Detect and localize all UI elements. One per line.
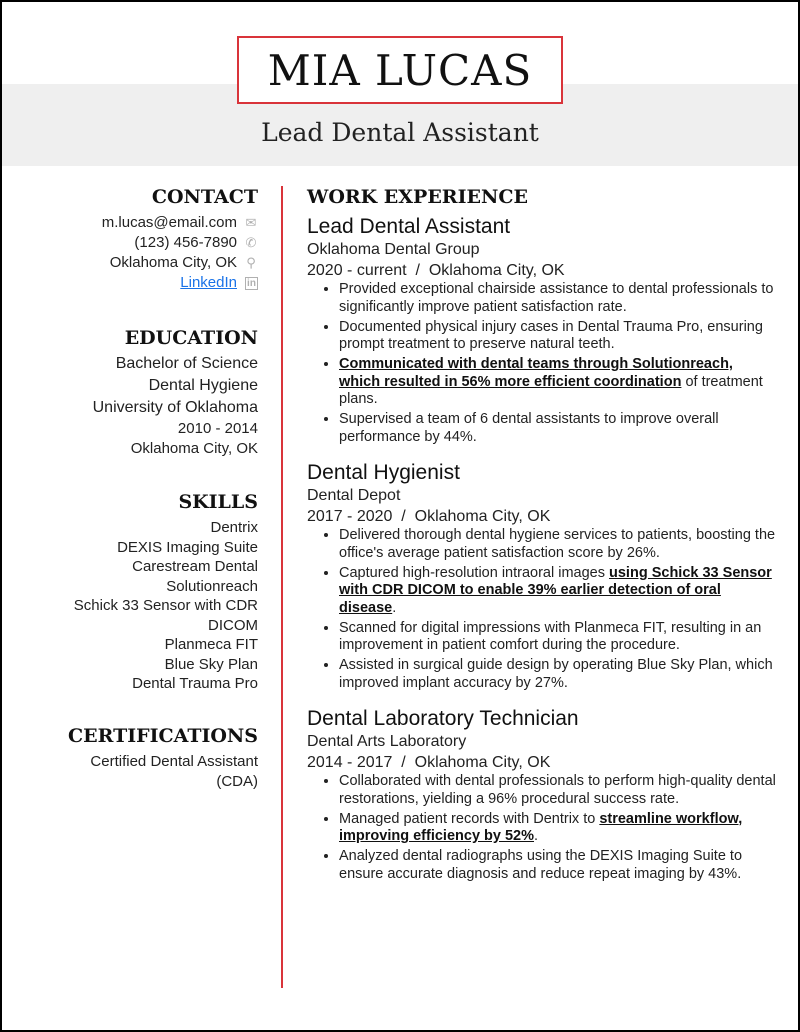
job-bullet: • Assisted in surgical guide design by operating Blue Sky Plan, which improved implant accuracy by 27%.: [339, 657, 777, 692]
job-bullet: [339, 356, 777, 409]
job-dates: 2017 - 2020 / Oklahoma City, OK: [307, 508, 551, 525]
column-divider: [281, 186, 283, 988]
job-title: Lead Dental Assistant: [307, 215, 511, 238]
skills-heading: SKILLS: [178, 491, 258, 513]
job-bullets: [307, 281, 777, 446]
education-heading: EDUCATION: [124, 327, 258, 349]
job-bullets: [307, 527, 777, 692]
job-entry: [307, 706, 777, 883]
certification-line: Certified Dental Assistant: [90, 753, 258, 770]
skill-item: Planmeca FIT: [164, 636, 258, 653]
job-company: Dental Depot: [307, 487, 401, 504]
job-company: Oklahoma Dental Group: [307, 241, 480, 258]
work-experience-section: [307, 185, 777, 886]
envelope-icon: ✉: [245, 215, 257, 230]
job-bullet: • Collaborated with dental professionals to perform high-quality dental restorations, yielding a 96% procedural success rate.: [339, 773, 777, 808]
job-bullet: • Documented physical injury cases in Dental Trauma Pro, ensuring prompt treatment to preserve natural teeth.: [339, 319, 777, 354]
bullet-highlight: using Schick 33 Sensor with CDR DICOM to enable 39% earlier detection of oral disease: [339, 564, 772, 616]
job-bullet: [339, 811, 777, 846]
candidate-name: MIA LUCAS: [267, 45, 533, 95]
job-bullet: [339, 565, 777, 618]
certifications-heading: CERTIFICATIONS: [68, 725, 258, 747]
linkedin-link[interactable]: LinkedIn: [180, 274, 237, 291]
job-title-header: Lead Dental Assistant: [261, 118, 539, 147]
job-title: Dental Laboratory Technician: [307, 707, 579, 730]
bullet-highlight: Communicated with dental teams through Solutionreach, which resulted in 56% more efficient coordination: [339, 356, 733, 390]
phone-icon: ✆: [245, 235, 257, 250]
map-pin-icon: ⚲: [246, 255, 256, 270]
education-section: [12, 326, 258, 459]
education-school: University of Oklahoma: [92, 399, 258, 416]
location-text: Oklahoma City, OK: [109, 254, 237, 271]
job-bullet: • Delivered thorough dental hygiene services to patients, boosting the office's average patient satisfaction score by 26%.: [339, 527, 777, 562]
skill-item: Carestream Dental: [132, 558, 258, 575]
skill-item: Blue Sky Plan: [164, 655, 258, 673]
job-bullet: • Provided exceptional chairside assistance to dental professionals to significantly improve patient satisfaction rate.: [339, 281, 777, 316]
contact-email: [12, 213, 258, 233]
linkedin-icon: in: [245, 277, 258, 290]
email-text: m.lucas@email.com: [101, 214, 237, 231]
skill-item: Dental Trauma Pro: [132, 675, 258, 692]
job-company: Dental Arts Laboratory: [307, 733, 467, 750]
contact-location: [12, 253, 258, 273]
skill-item: Dentrix: [210, 519, 258, 536]
education-field: Dental Hygiene: [148, 377, 258, 394]
contact-section: [12, 185, 258, 293]
job-bullet: • Supervised a team of 6 dental assistants to improve overall performance by 44%.: [339, 411, 777, 446]
certification-line: (CDA): [216, 772, 258, 790]
job-entry: [307, 460, 777, 692]
education-location: Oklahoma City, OK: [130, 440, 258, 457]
bullet-highlight: streamline workflow, improving efficiency by 52%: [339, 810, 743, 844]
contact-linkedin: [12, 273, 258, 293]
phone-text: (123) 456-7890: [134, 234, 237, 251]
skill-item: Solutionreach: [166, 577, 258, 595]
job-dates: 2014 - 2017 / Oklahoma City, OK: [307, 754, 551, 771]
job-dates: 2020 - current / Oklahoma City, OK: [307, 262, 565, 279]
job-bullet: • Scanned for digital impressions with Planmeca FIT, resulting in an improvement in patient comfort during the procedure.: [339, 620, 777, 655]
education-years: 2010 - 2014: [177, 420, 258, 437]
bullet-text: .: [534, 828, 539, 844]
job-bullets: [307, 773, 777, 883]
education-degree: Bachelor of Science: [115, 355, 258, 372]
bullet-text: .: [392, 599, 397, 616]
job-bullet: • Analyzed dental radiographs using the DEXIS Imaging Suite to ensure accurate diagnosis and reduce repeat imaging by 43%.: [339, 848, 777, 883]
skill-item: DICOM: [208, 616, 258, 634]
skill-item: Schick 33 Sensor with CDR: [73, 597, 258, 614]
skills-section: [12, 490, 258, 694]
contact-phone: [12, 233, 258, 253]
contact-heading: CONTACT: [151, 186, 258, 208]
bullet-text: of treatment plans.: [339, 373, 763, 407]
work-heading: WORK EXPERIENCE: [307, 186, 528, 208]
name-box: [237, 36, 563, 104]
bullet-text: Captured high-resolution intraoral images: [339, 564, 610, 581]
bullet-text: Managed patient records with Dentrix to: [339, 810, 600, 827]
certifications-section: [12, 724, 258, 791]
job-entry: [307, 214, 777, 446]
skill-item: DEXIS Imaging Suite: [117, 538, 258, 556]
job-title: Dental Hygienist: [307, 461, 460, 484]
